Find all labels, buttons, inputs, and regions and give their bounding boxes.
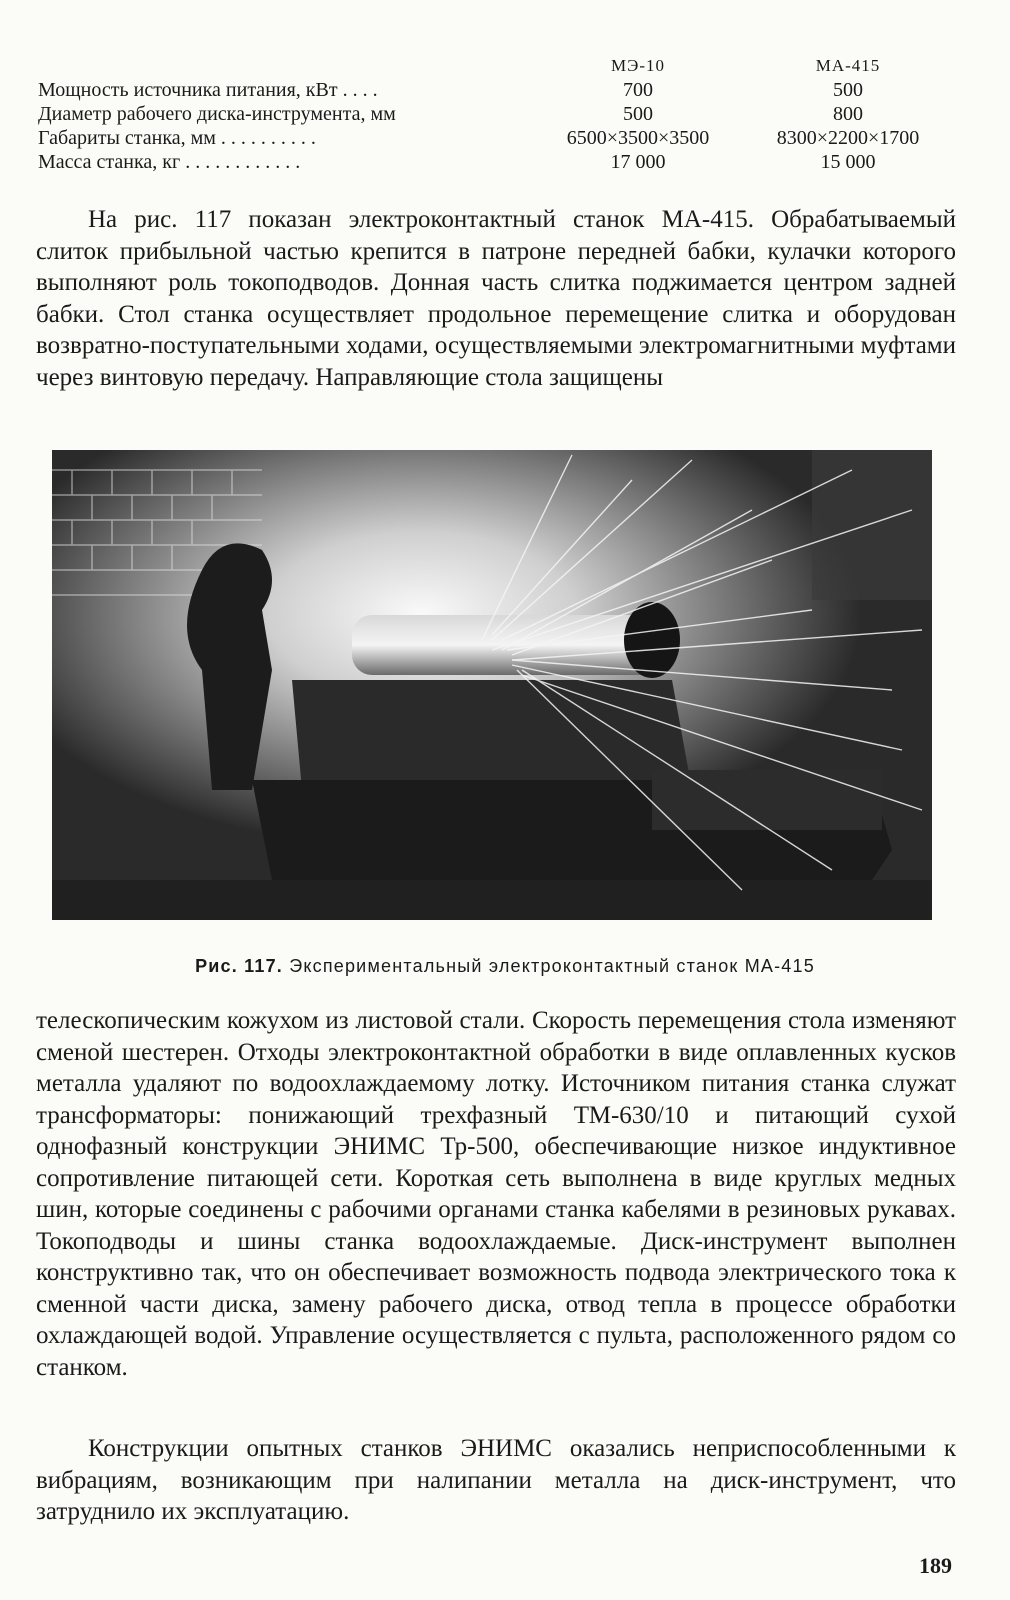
specs-row: [38, 126, 958, 150]
column-header: МА-415: [815, 56, 881, 75]
machine-photo: [52, 450, 932, 920]
specs-table: [38, 54, 958, 174]
figure-caption-text: Экспериментальный электроконтактный станок МА-415: [289, 956, 815, 976]
specs-label: Диаметр рабочего диска-инструмента, мм: [38, 103, 396, 125]
specs-label: Мощность источника питания, кВт . . . .: [38, 79, 378, 101]
paragraph: Конструкции опытных станков ЭНИМС оказались неприспособленными к вибрациям, возникающим при налипании металла на диск-инструмент, что затруднило их эксплуатацию.: [36, 1435, 956, 1525]
specs-value: 500: [833, 79, 863, 101]
machine-photo-illustration: [52, 450, 932, 920]
specs-value: 15 000: [820, 151, 876, 173]
page-number: 189: [919, 1553, 952, 1578]
specs-value: 700: [623, 79, 653, 101]
paragraph: телескопическим кожухом из листовой стали. Скорость перемещения стола изменяют сменой шестерен. Отходы электроконтактной обработки в виде оплавленных кусков металла удаляют по водоохлаждаемому лотку. Источником питания станка служат трансформаторы: понижающий трехфазный ТМ-630/10 и питающий сухой однофазный конструкции ЭНИМС Тр-500, обеспечивающие низкое индуктивное сопротивление питающей сети. Короткая сеть выполнена в виде круглых медных шин, которые соединены с рабочими органами станка кабелями в резиновых рукавах. Токоподводы и шины станка водоохлаждаемые. Диск-инструмент выполнен конструктивно так, что он обеспечивает возможность подвода электрического тока к сменной части диска, замену рабочего диска, отвод тепла в процессе обработки охлаждающей водой. Управление осуществляется с пульта, расположенного рядом со станком.: [36, 1007, 956, 1381]
column-header: МЭ-10: [611, 56, 665, 75]
specs-value: 8300×2200×1700: [776, 127, 920, 149]
specs-value: 500: [623, 103, 653, 125]
paragraph: На рис. 117 показан электроконтактный станок МА-415. Обрабатываемый слиток прибыльной частью крепится в патроне передней бабки, кулачки которого выполняют роль токоподводов. Донная часть слитка поджимается центром задней бабки. Стол станка осуществляет продольное перемещение слитка и оборудован возвратно-поступательными ходами, осуществляемыми электромагнитными муфтами через винтовую передачу. Направляющие стола защищены: [36, 206, 956, 391]
specs-label: Габариты станка, мм . . . . . . . . . .: [38, 127, 316, 149]
specs-row: [38, 78, 958, 102]
specs-value: 6500×3500×3500: [566, 127, 710, 149]
specs-value: 17 000: [610, 151, 666, 173]
specs-header-row: [38, 54, 958, 78]
specs-row: [38, 150, 958, 174]
specs-row: [38, 102, 958, 126]
figure-caption-label: Рис. 117.: [195, 956, 283, 976]
specs-label: Масса станка, кг . . . . . . . . . . . .: [38, 151, 301, 173]
figure-caption: [0, 956, 1010, 977]
specs-value: 800: [833, 103, 863, 125]
